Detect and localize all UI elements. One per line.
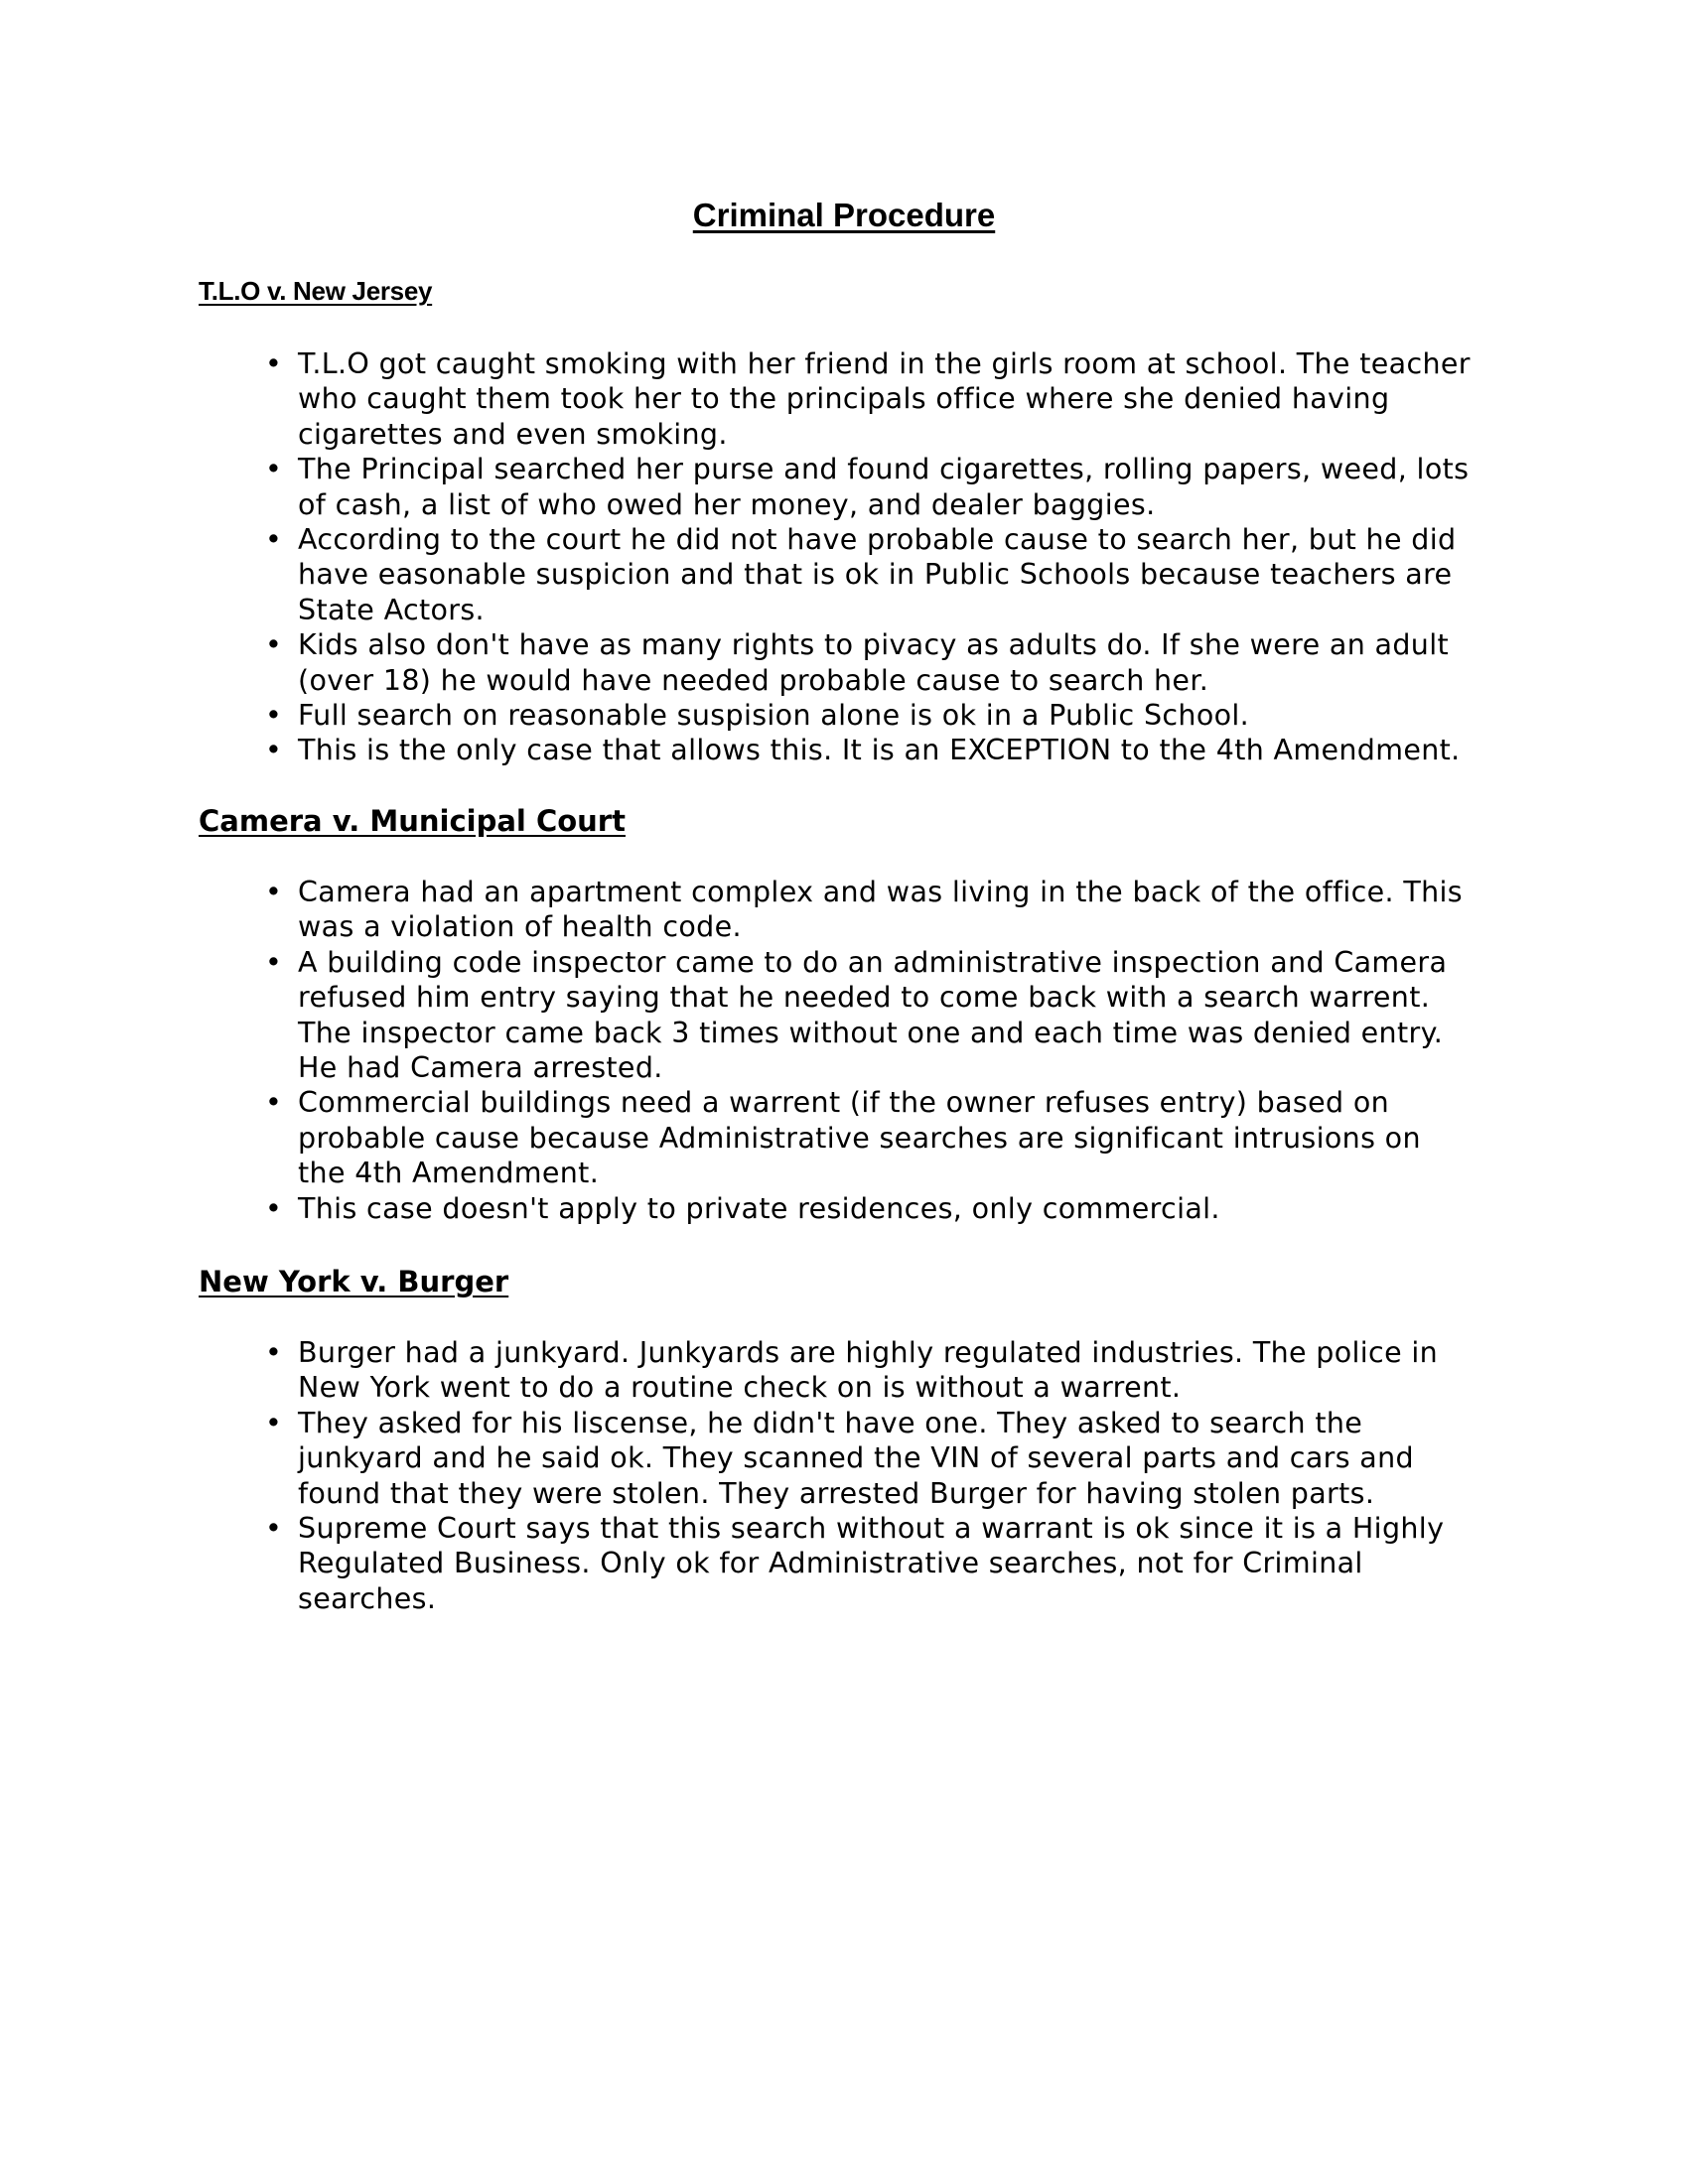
list-item [199,945,1529,1086]
bullet-list [199,346,1529,768]
bullet-dot-icon: • [265,453,283,486]
document-title: Criminal Procedure [692,197,996,233]
bullet-line: A building code inspector came to do an administrative inspection and Camera [298,945,1448,979]
bullet-dot-icon: • [265,734,283,767]
bullet-dot-icon: • [265,1086,283,1120]
bullet-dot-icon: • [265,1512,283,1546]
section-new-york-v-burger [199,1265,1529,1616]
bullet-list [199,1335,1529,1616]
section-heading: New York v. Burger [199,1265,509,1298]
bullet-line: who caught them took her to the principals office where she denied having [298,382,1390,416]
bullet-line: Supreme Court says that this search without a warrant is ok since it is a Highly [298,1512,1445,1546]
bullet-dot-icon: • [265,1191,283,1225]
list-item [199,1191,1529,1226]
bullet-line: This case doesn't apply to private residences, only commercial. [298,1191,1220,1225]
list-item [199,875,1529,945]
bullet-line: Kids also don't have as many rights to pivacy as adults do. If she were an adult [298,628,1450,662]
bullet-line: (over 18) he would have needed probable cause to search her. [298,663,1209,697]
bullet-line: probable cause because Administrative searches are significant intrusions on [298,1121,1421,1155]
bullet-line: junkyard and he said ok. They scanned the VIN of several parts and cars and [298,1441,1414,1475]
bullet-line: Burger had a junkyard. Junkyards are highly regulated industries. The police in [298,1336,1439,1369]
bullet-line: Full search on reasonable suspision alone is ok in a Public School. [298,699,1250,733]
list-item [199,733,1529,767]
bullet-line: have easonable suspicion and that is ok in Public Schools because teachers are [298,558,1453,592]
section-tlo-v-new-jersey [199,276,1529,768]
list-item [199,627,1529,698]
list-item [199,1085,1529,1190]
list-item [199,1406,1529,1511]
bullet-dot-icon: • [265,1336,283,1369]
section-camera-v-municipal-court [199,804,1529,1226]
list-item [199,1511,1529,1616]
bullet-line: searches. [298,1581,437,1615]
bullet-line: According to the court he did not have probable cause to search her, but he did [298,523,1457,557]
list-item [199,452,1529,522]
bullet-line: This is the only case that allows this. It is an EXCEPTION to the 4th Amendment. [298,734,1461,767]
section-heading: T.L.O v. New Jersey [199,276,433,306]
list-item [199,698,1529,733]
bullet-dot-icon: • [265,945,283,979]
list-item [199,346,1529,452]
bullet-line: Camera had an apartment complex and was living in the back of the office. This [298,876,1464,908]
bullet-dot-icon: • [265,876,283,908]
bullet-dot-icon: • [265,1406,283,1439]
bullet-line: New York went to do a routine check on is without a warrent. [298,1371,1182,1405]
list-item [199,522,1529,627]
bullet-line: The inspector came back 3 times without one and each time was denied entry. [298,1016,1444,1049]
bullet-line: He had Camera arrested. [298,1051,663,1085]
bullet-line: T.L.O got caught smoking with her friend in the girls room at school. The teacher [298,347,1471,380]
bullet-line: found that they were stolen. They arrested Burger for having stolen parts. [298,1476,1375,1510]
bullet-line: The Principal searched her purse and found cigarettes, rolling papers, weed, lots [298,453,1470,486]
section-heading: Camera v. Municipal Court [199,804,626,838]
bullet-line: of cash, a list of who owed her money, and dealer baggies. [298,487,1156,521]
bullet-line: refused him entry saying that he needed to come back with a search warrent. [298,981,1431,1015]
bullet-list [199,875,1529,1226]
bullet-line: was a violation of health code. [298,910,742,944]
bullet-dot-icon: • [265,347,283,380]
bullet-dot-icon: • [265,523,283,557]
bullet-line: Regulated Business. Only ok for Administrative searches, not for Criminal [298,1547,1363,1580]
bullet-dot-icon: • [265,699,283,733]
bullet-line: They asked for his liscense, he didn't have one. They asked to search the [298,1406,1363,1439]
bullet-line: the 4th Amendment. [298,1157,600,1190]
list-item [199,1335,1529,1406]
bullet-line: cigarettes and even smoking. [298,417,728,451]
bullet-dot-icon: • [265,628,283,662]
bullet-line: Commercial buildings need a warrent (if the owner refuses entry) based on [298,1086,1390,1120]
bullet-line: State Actors. [298,593,485,626]
